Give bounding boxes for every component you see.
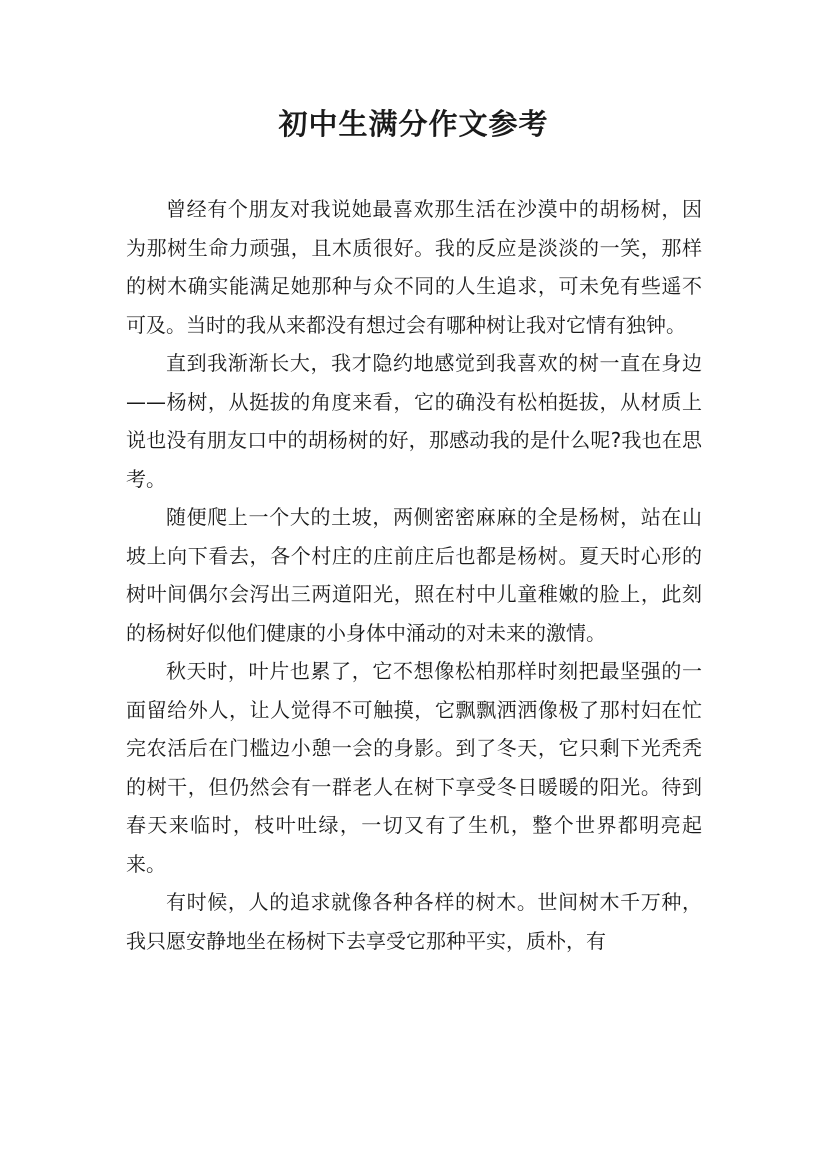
paragraph-3: 随便爬上一个大的土坡，两侧密密麻麻的全是杨树，站在山坡上向下看去，各个村庄的庄前庄后也都是杨树。夏天时心形的树叶间偶尔会泻出三两道阳光，照在村中儿童稚嫩的脸上，此刻的杨树好似他们健康的小身体中涌动的对未来的激情。 (126, 505, 702, 645)
paragraph-5: 有时候，人的追求就像各种各样的树木。世间树木千万种，我只愿安静地坐在杨树下去享受它那种平实，质朴，有 (126, 890, 702, 953)
essay-body (126, 190, 702, 960)
paragraph-1: 曾经有个朋友对我说她最喜欢那生活在沙漠中的胡杨树，因为那树生命力顽强，且木质很好。我的反应是淡淡的一笑，那样的树木确实能满足她那种与众不同的人生追求，可未免有些遥不可及。当时的我从来都没有想过会有哪种树让我对它情有独钟。 (126, 197, 702, 337)
paragraph-4: 秋天时，叶片也累了，它不想像松柏那样时刻把最坚强的一面留给外人，让人觉得不可触摸，它飘飘洒洒像极了那村妇在忙完农活后在门槛边小憩一会的身影。到了冬天，它只剩下光秃秃的树干，但仍然会有一群老人在树下享受冬日暖暖的阳光。待到春天来临时，枝叶吐绿，一切又有了生机，整个世界都明亮起来。 (126, 659, 702, 876)
document-title: 初中生满分作文参考 (278, 107, 549, 141)
paragraph-2: 直到我渐渐长大，我才隐约地感觉到我喜欢的树一直在身边——杨树，从挺拔的角度来看，它的确没有松柏挺拔，从材质上说也没有朋友口中的胡杨树的好，那感动我的是什么呢?我也在思考。 (126, 351, 702, 491)
